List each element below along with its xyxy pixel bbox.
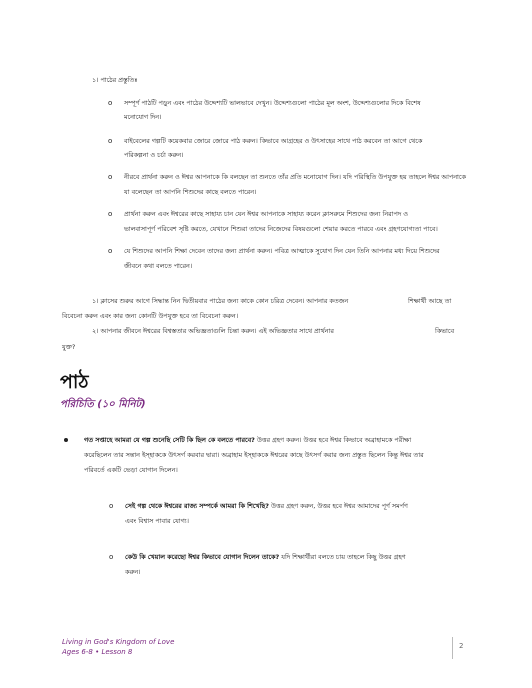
question-2-line-2: এবং বিশ্বাস পাবার যোগ্য। [125,517,189,525]
prep-item-5-line-2: জীবনে কথা বলতে পারেন। [124,262,193,270]
para-1-start: ১। ক্লাসের শুরুর আগে সিদ্ধান্ত নিন দ্বিতীয়বার পাঠের জন্য কাকে কোন চরিত্র দেবেন। আপনার কতজন [92,297,349,305]
bullet-circle-icon: o [108,210,113,218]
prep-item-1-line-2: মনোযোগ দিন। [124,113,162,121]
prep-item-2-line-1: বাইবেলের গল্পটি কয়েকবার জোরে জোরে পাঠ করুন। কিভাবে আগ্রহের ও উৎসাহের সাথে পাঠ করবেন তা আগে থেকে [124,137,423,145]
footer-lesson: Lesson 8 [101,648,133,656]
footer-ages: Ages 6-8 [62,648,93,656]
para-2-line-2: যুক্ত? [62,343,76,351]
footer-separator: • [95,648,100,656]
prep-item-4-line-2: ভালবাসাপূর্ণ পরিবেশ সৃষ্টি করতে, যেখানে শিশুরা তাদের নিজেদের বিষয়গুলো শেয়ার করতে পারবে এবং গ্রহণযোগ্যতা পাবে। [124,225,438,233]
bullet-circle-icon: o [108,247,113,255]
question-1-bold: গত সপ্তাহে আমরা যে গল্প শুনেছি সেটি কি ছিল কে বলতে পারবে? [84,436,255,444]
question-3-answer: যদি শিক্ষার্থীরা বলতে চায় তাহলে কিছু উত্তর গ্রহণ [279,553,406,561]
prep-heading: ১। পাঠের প্রস্তুতিঃ [92,76,138,84]
question-1-line-2: করেছিলেন তার সন্তান ইস্‌হাককে উৎসর্গ করবার দ্বারা। অব্রাহাম ইস্‌হাককে ঈশ্বরের কাছে উৎসর্গ করার জন্য প্রস্তুত ছিলেন কিন্তু ঈশ্বর তার [84,451,424,459]
prep-item-5-line-1: যে শিশুদের আপনি শিক্ষা দেবেন তাদের জন্য প্রার্থনা করুন। পবিত্র আত্মাকে সুযোগ দিন যেন তিনি আপনার মধ্য দিয়ে শিশুদের [124,247,440,255]
question-1-line-3: পরিবর্তে একটি ভেড়া যোগান দিলেন। [84,466,178,474]
bullet-circle-icon: o [109,553,114,561]
para-2-end: কিভাবে [435,327,455,335]
question-2-line-1 [125,499,408,513]
prep-item-4-line-1: প্রার্থনা করুন এবং ঈশ্বরের কাছে সাহায্য চান যেন ঈশ্বর আপনাকে সাহায্য করেন ক্লাসরুমে শিশুদের জন্য নিরাপদ ও [124,210,408,218]
page-number: 2 [459,642,464,650]
question-1-line-1 [84,433,411,447]
prep-item-2-line-2: পরিকল্পনা ও চর্চা করুন। [124,151,184,159]
question-2-bold: সেই গল্প থেকে ঈশ্বরের রাজ্য সম্পর্কে আমরা কি শিখেছি? [125,502,269,510]
prep-item-3-line-1: নীরবে প্রার্থনা করুন ও ঈশ্বর আপনাকে কি বলছেন তা শুনতে তাঁর প্রতি মনোযোগ দিন। যদি পরিস্থিতি উপযুক্ত হয় তাহলে ঈশ্বর আপনাকে [124,173,466,181]
bullet-circle-icon: o [109,502,114,510]
prep-item-3-line-2: যা বলেছেন তা আপনি শিশুদের কাছে বলতে পারেন। [124,188,257,196]
footer-title: Living in God's Kingdom of Love [62,638,175,646]
question-3-line-1 [125,550,406,564]
section-subheading: পরিচিতি (১০ মিনিট) [60,399,146,410]
footer-divider [452,637,453,659]
bullet-circle-icon: o [108,173,113,181]
bullet-dot-icon [64,438,68,442]
question-2-answer: উত্তর গ্রহণ করুন, উত্তর হবে ঈশ্বর আমাদের পূর্ণ সমর্পণ [268,502,408,510]
question-3-line-2: করুন। [125,568,141,576]
prep-item-1-line-1: সম্পূর্ণ পাঠটি পড়ুন এবং পাঠের উদ্দেশ্যটি ভালভাবে দেখুন। উদ্দেশ্যগুলো পাঠের মূল অংশ, উদ্দেশ্যগুলোর দিকে বিশেষ [124,99,421,107]
para-2-start: ২। আপনার জীবনে ঈশ্বরের বিশ্বস্ততার অভিজ্ঞতাগুলি চিন্তা করুন। এই অভিজ্ঞতার সাথে প্রার্থনার [92,327,334,335]
para-1-end: শিক্ষার্থী আছে তা [408,297,452,305]
footer-meta [62,647,132,657]
question-1-answer: উত্তর গ্রহণ করুন। উত্তর হবে ঈশ্বর কিভাবে অব্রাহামকে পরীক্ষা [254,436,412,444]
question-3-bold: কেউ কি খেয়াল করেছো ঈশ্বর কিভাবে যোগান দিলেন তাকে? [125,553,280,561]
bullet-circle-icon: o [108,137,113,145]
bullet-circle-icon: o [108,99,113,107]
para-1-line-2: বিবেচনা করুন এবং কার জন্য কোনটি উপযুক্ত হবে তা বিবেচনা করুন। [62,312,238,320]
section-heading: পাঠ [60,371,89,393]
